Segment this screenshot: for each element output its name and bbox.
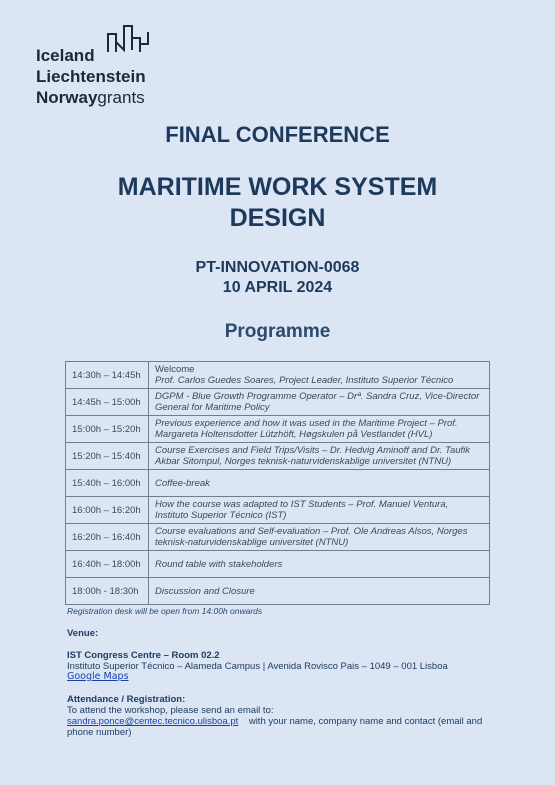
session-description: Previous experience and how it was used in the Maritime Project – Prof. Margareta Holtensdotter Lützhöft, Høgskulen på Vestlandet (HVL) (149, 416, 490, 443)
conference-name-line2: DESIGN (229, 204, 326, 232)
session-description (149, 362, 490, 389)
table-row (66, 389, 490, 416)
session-time: 18:00h - 18:30h (66, 578, 149, 605)
session-description: How the course was adapted to IST Students – Prof. Manuel Ventura, Instituto Superior Técnico (IST) (149, 497, 490, 524)
session-description: Round table with stakeholders (149, 551, 490, 578)
session-description: Course evaluations and Self-evaluation – Prof. Ole Andreas Alsos, Norges teknisk-naturvidenskablige universitet (NTNU) (149, 524, 490, 551)
session-time: 16:00h – 16:20h (66, 497, 149, 524)
session-description: Discussion and Closure (149, 578, 490, 605)
table-row (66, 443, 490, 470)
attendance-instructions: To attend the workshop, please send an email to: (67, 705, 274, 716)
venue-name: IST Congress Centre – Room 02.2 (67, 650, 220, 661)
session-time: 14:30h – 14:45h (66, 362, 149, 389)
logo-norway: Norway (36, 88, 98, 107)
session-time: 15:20h – 15:40h (66, 443, 149, 470)
table-row (66, 551, 490, 578)
logo-line-norway-grants (36, 88, 145, 108)
session-time: 16:40h – 18:00h (66, 551, 149, 578)
venue-address: Instituto Superior Técnico – Alameda Campus | Avenida Rovisco Pais – 1049 – 001 Lisboa (67, 661, 448, 672)
attendance-contact (67, 716, 487, 738)
conference-name-line1: MARITIME WORK SYSTEM (117, 173, 438, 201)
event-date: 10 APRIL 2024 (222, 279, 333, 296)
project-code: PT-INNOVATION-0068 (195, 259, 360, 276)
registration-email-link[interactable]: sandra.ponce@centec.tecnico.ulisboa.pt (67, 716, 239, 727)
attendance-contact-details: with your name, company name and contact (email and phone number) (67, 716, 483, 738)
session-time: 15:00h – 15:20h (66, 416, 149, 443)
table-row (66, 416, 490, 443)
table-row (66, 470, 490, 497)
table-row (66, 524, 490, 551)
venue-label: Venue: (67, 628, 99, 639)
logo-line-iceland: Iceland (36, 46, 95, 65)
table-row (66, 362, 490, 389)
programme-heading: Programme (224, 321, 331, 342)
registration-note: Registration desk will be open from 14:00h onwards (67, 606, 263, 616)
event-title: FINAL CONFERENCE (165, 122, 390, 147)
session-plain: Welcome (155, 364, 195, 375)
session-description: Course Exercises and Field Trips/Visits – Dr. Hedvig Aminoff and Dr. Taufik Akbar Sitompul, Norges teknisk-naturvidenskablige universitet (NTNU) (149, 443, 490, 470)
grants-logo-icon (106, 22, 156, 54)
session-description: Coffee-break (149, 470, 490, 497)
table-row (66, 578, 490, 605)
iceland-liechtenstein-norway-grants-logo (36, 22, 166, 110)
session-time: 16:20h – 16:40h (66, 524, 149, 551)
google-maps-link[interactable]: Google Maps (67, 671, 129, 682)
programme-table (65, 361, 490, 605)
conference-name (0, 172, 555, 234)
session-time: 15:40h – 16:00h (66, 470, 149, 497)
project-code-and-date (0, 258, 555, 298)
table-row (66, 497, 490, 524)
logo-line-liechtenstein: Liechtenstein (36, 67, 146, 86)
session-italic: Prof. Carlos Guedes Soares, Project Leader, Instituto Superior Técnico (155, 375, 454, 386)
attendance-label: Attendance / Registration: (67, 694, 186, 705)
logo-grants: grants (97, 88, 145, 107)
session-description: DGPM - Blue Growth Programme Operator – Drª. Sandra Cruz, Vice-Director General for Maritime Policy (149, 389, 490, 416)
session-time: 14:45h – 15:00h (66, 389, 149, 416)
